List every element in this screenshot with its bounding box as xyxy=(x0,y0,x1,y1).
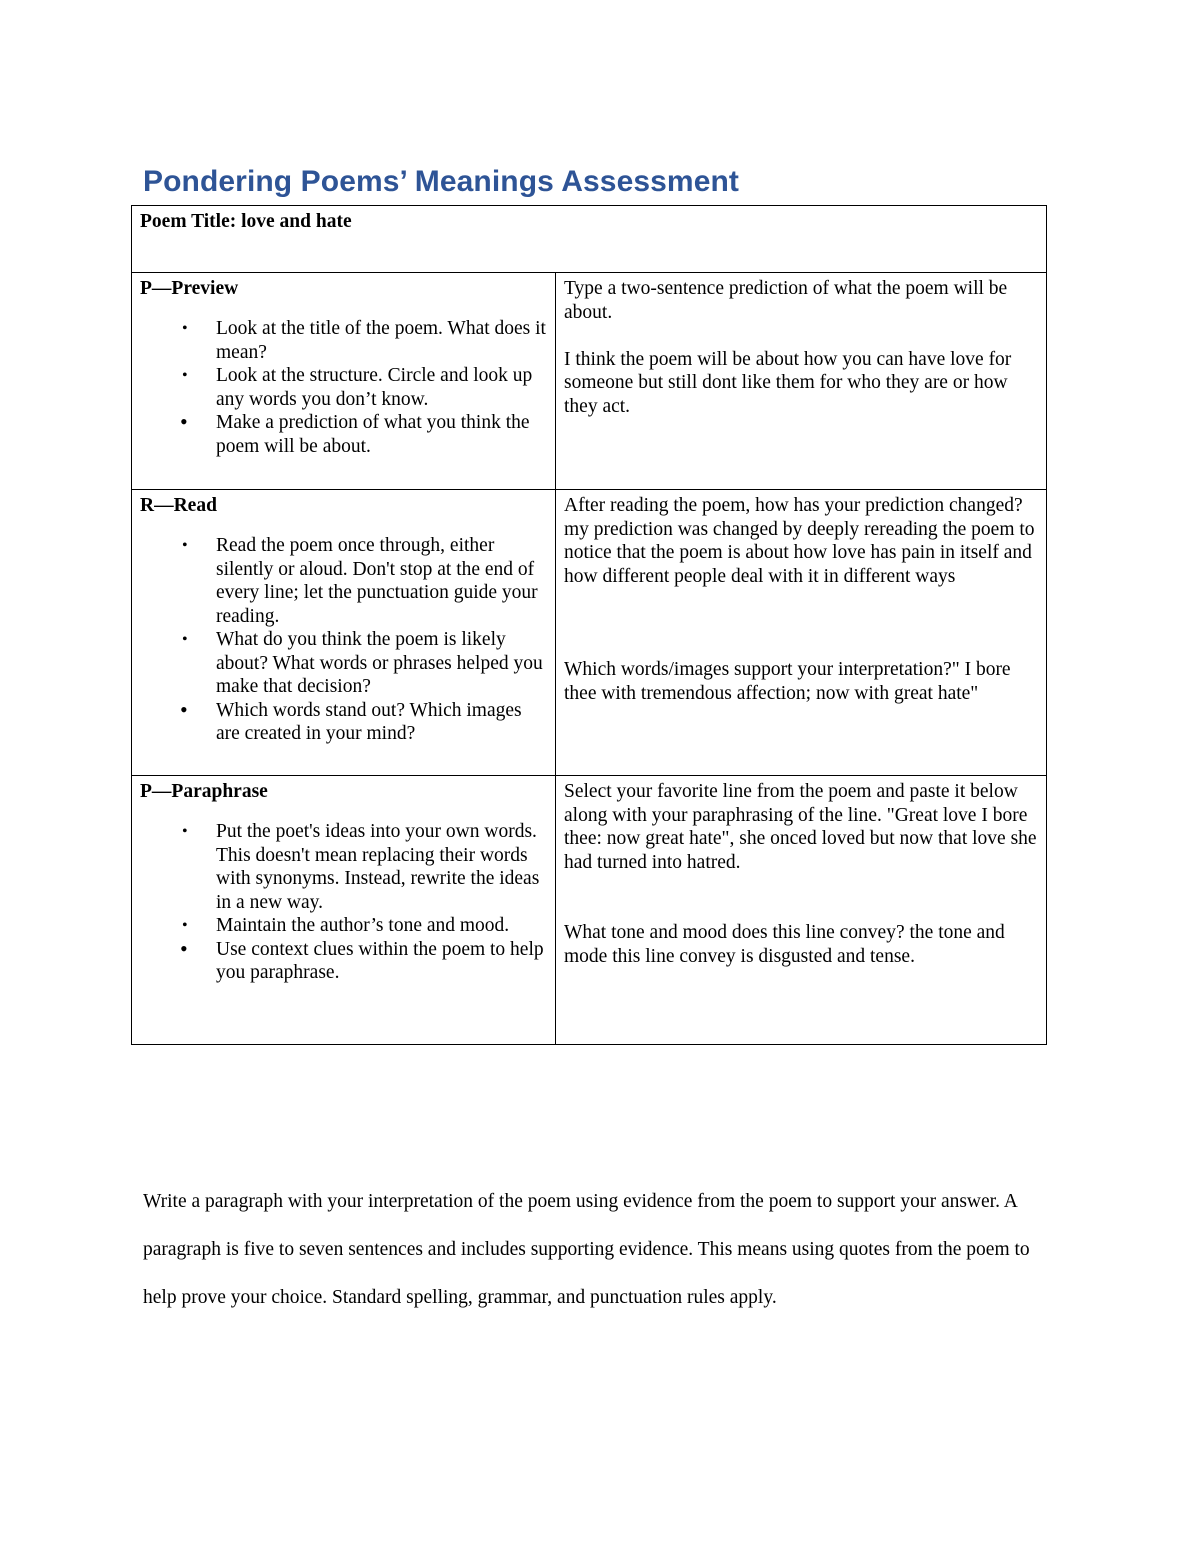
answer-prompt: Type a two-sentence prediction of what the poem will be about. xyxy=(564,278,1008,323)
preview-answer-cell[interactable] xyxy=(556,273,1047,490)
bullet-icon: • xyxy=(182,537,188,554)
bullet-icon: • xyxy=(182,320,188,337)
section-heading-read: R—Read xyxy=(140,495,217,516)
paraphrase-answer-cell[interactable] xyxy=(556,776,1047,1045)
table-row-paraphrase xyxy=(132,776,1047,1045)
prompt-text: Put the poet's ideas into your own words. This doesn't mean replacing their words with synonyms. Instead, rewrite the ideas in a new way. xyxy=(216,821,540,913)
prompt-text: Look at the structure. Circle and look up any words you don’t know. xyxy=(216,365,533,410)
table-row-preview xyxy=(132,273,1047,490)
preview-prompt-list xyxy=(140,317,547,458)
page-title: Pondering Poems’ Meanings Assessment xyxy=(143,165,739,198)
prompt-text: Make a prediction of what you think the poem will be about. xyxy=(216,412,530,457)
bullet-icon: • xyxy=(180,409,188,434)
list-item xyxy=(140,914,547,938)
blank-space xyxy=(564,588,1038,658)
closing-instructions-paragraph: Write a paragraph with your interpretation of the poem using evidence from the poem to support your answer. A paragraph is five to seven sentences and includes supporting evidence. This means using quotes from the poem to help prove your choice. Standard spelling, grammar, and punctuation rules apply. xyxy=(143,1191,1030,1308)
list-item xyxy=(140,411,547,458)
list-item xyxy=(140,935,547,985)
paraphrase-prompt-list xyxy=(140,820,547,985)
prompt-text: Read the poem once through, either silently or aloud. Don't stop at the end of every line; let the punctuation guide your reading. xyxy=(216,535,538,627)
bullet-icon: • xyxy=(182,917,188,934)
list-item xyxy=(140,317,547,364)
bullet-icon: • xyxy=(182,367,188,384)
bullet-icon: • xyxy=(182,631,188,648)
prompt-text: Maintain the author’s tone and mood. xyxy=(216,915,510,936)
list-item xyxy=(140,364,547,411)
read-answer-cell[interactable] xyxy=(556,490,1047,776)
answer-prompt: What tone and mood does this line convey? xyxy=(564,922,905,943)
answer-response[interactable]: "Great love I bore thee: now great hate", she onced loved but now that love she had turned into hatred. xyxy=(564,804,1037,873)
assessment-table xyxy=(131,205,1047,1045)
answer-prompt: Which words/images support your interpretation? xyxy=(564,659,952,680)
list-item xyxy=(140,820,547,914)
table-row-poem-title xyxy=(132,206,1047,273)
section-heading-preview: P—Preview xyxy=(140,278,239,299)
table-row-read xyxy=(132,490,1047,776)
answer-response[interactable]: the tone and mode this line convey is disgusted and tense. xyxy=(564,922,1005,967)
list-item xyxy=(140,696,547,746)
bullet-icon: • xyxy=(180,696,188,722)
preview-prompts-cell xyxy=(132,273,556,490)
list-item xyxy=(140,534,547,628)
poem-title-label: Poem Title: love and hate xyxy=(140,211,352,232)
poem-title-cell xyxy=(132,206,1047,273)
prompt-text: What do you think the poem is likely about? What words or phrases helped you make that decision? xyxy=(216,629,543,697)
answer-prompt: After reading the poem, how has your prediction changed? xyxy=(564,495,1023,516)
bullet-icon: • xyxy=(180,935,188,961)
prompt-text: Use context clues within the poem to help you paraphrase. xyxy=(216,938,544,983)
prompt-text: Which words stand out? Which images are created in your mind? xyxy=(216,699,522,744)
answer-prompt: Select your favorite line from the poem and paste it below along with your paraphrasing of the line. xyxy=(564,781,1018,826)
read-prompt-list xyxy=(140,534,547,746)
bullet-icon: • xyxy=(182,823,188,840)
answer-response[interactable]: " I bore thee with tremendous affection; now with great hate" xyxy=(564,659,1011,704)
section-heading-paraphrase: P—Paraphrase xyxy=(140,781,268,802)
answer-block-two[interactable] xyxy=(564,658,1038,705)
read-prompts-cell xyxy=(132,490,556,776)
answer-block-two[interactable] xyxy=(564,921,1038,968)
prompt-text: Look at the title of the poem. What does it mean? xyxy=(216,318,546,363)
answer-response[interactable]: my prediction was changed by deeply rereading the poem to notice that the poem is about how love has pain in itself and how different people deal with it in different ways xyxy=(564,518,1035,587)
list-item xyxy=(140,628,547,699)
answer-block-one[interactable] xyxy=(564,780,1038,874)
blank-space xyxy=(564,874,1038,921)
answer-block-one[interactable] xyxy=(564,494,1038,588)
answer-response[interactable]: I think the poem will be about how you can have love for someone but still dont like them for who they are or how they act. xyxy=(564,348,1012,417)
paraphrase-prompts-cell xyxy=(132,776,556,1045)
